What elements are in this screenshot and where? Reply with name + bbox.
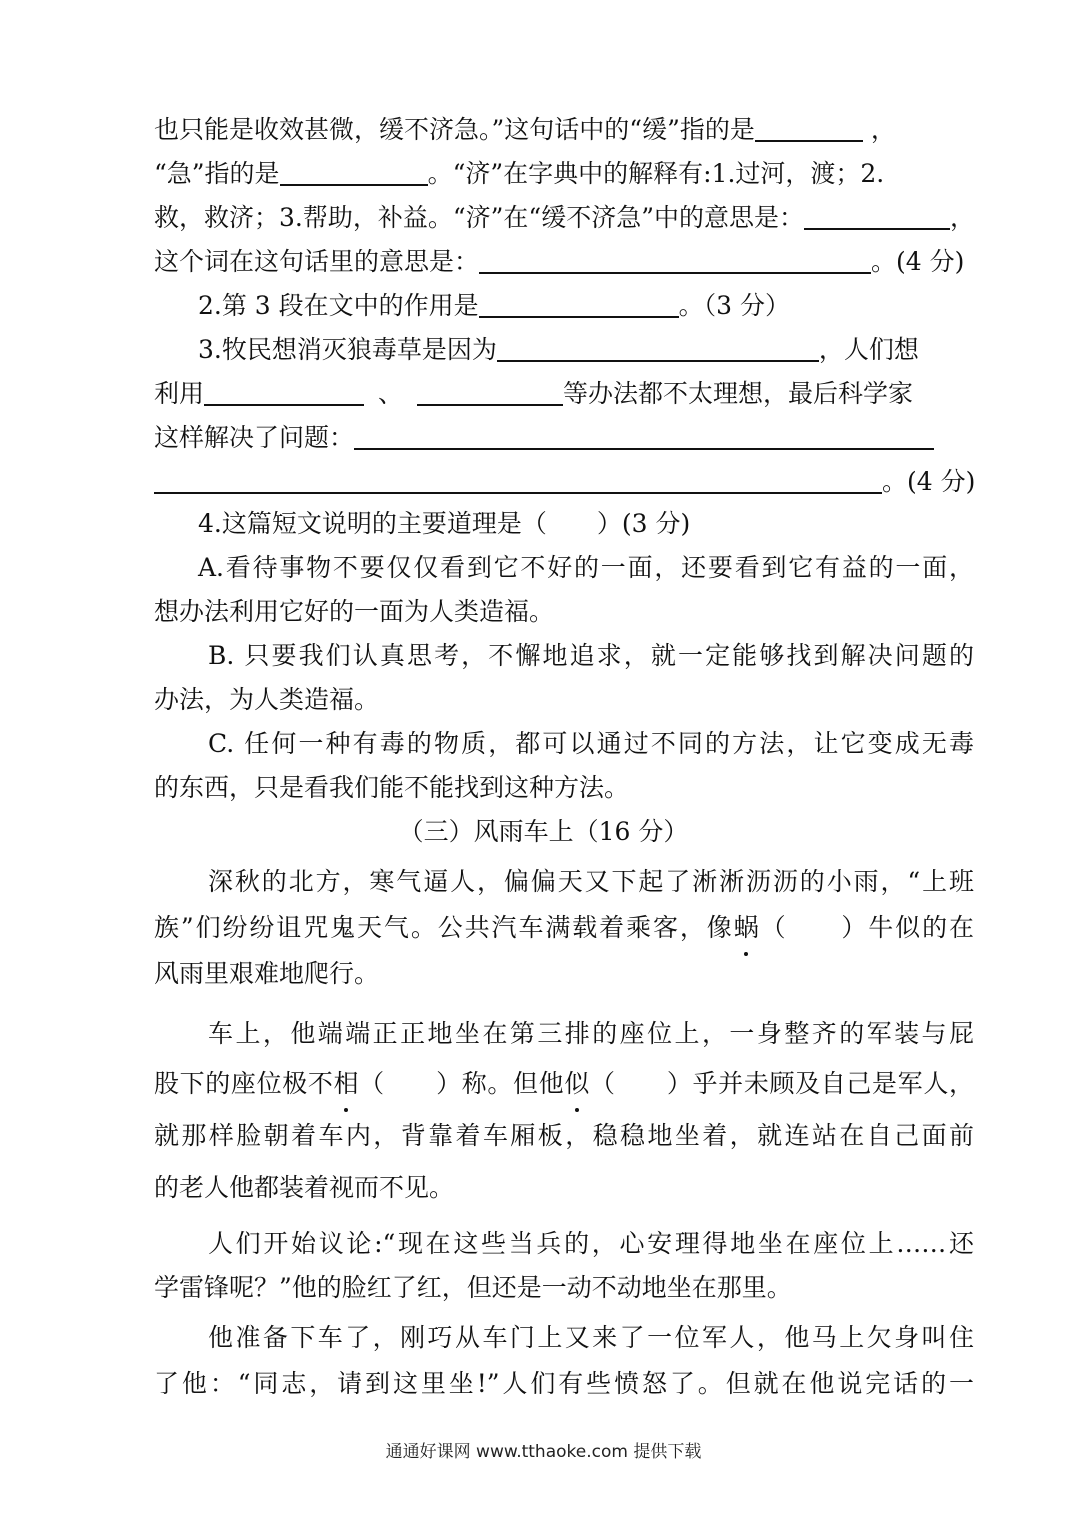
text-line: 这样解决了问题：	[154, 416, 974, 460]
answer-blank[interactable]	[154, 462, 882, 494]
option-a-cont: 想办法利用它好的一面为人类造福。	[154, 597, 555, 626]
answer-blank[interactable]	[804, 198, 950, 230]
paragraph-line: 族”们纷纷诅咒鬼天气。公共汽车满载着乘客，像蜗（ ）牛似的在	[154, 906, 974, 950]
paragraph-line: 学雷锋呢？”他的脸红了红，但还是一动不动地坐在那里。	[154, 1273, 792, 1302]
answer-blank[interactable]	[417, 374, 563, 406]
text-line: 这个词在这句话里的意思是： 。(4 分)	[154, 240, 974, 284]
option-b-cont: 办法，为人类造福。	[154, 685, 380, 714]
option-c-cont: 的东西，只是看我们能不能找到这种方法。	[154, 773, 630, 802]
question-4: 4.这篇短文说明的主要道理是（ ）(3 分)	[198, 509, 691, 538]
emphasis-char: 相	[334, 1062, 359, 1106]
paragraph-line: 深秋的北方，寒气逼人，偏偏天又下起了淅淅沥沥的小雨，“上班	[208, 867, 974, 896]
text-line: “急”指的是 。“济”在字典中的解释有:1.过河，渡；2.	[154, 152, 974, 196]
answer-blank[interactable]	[354, 418, 934, 450]
page-footer: 通通好课网 www.tthaoke.com 提供下载	[385, 1442, 702, 1462]
text-line: 利用 、 等办法都不太理想，最后科学家	[154, 372, 974, 416]
option-b[interactable]: B. 只要我们认真思考，不懈地追求，就一定能够找到解决问题的	[208, 641, 974, 670]
emphasis-char: 似	[564, 1062, 589, 1106]
paragraph-line: 了他：“同志，请到这里坐!”人们有些愤怒了。但就在他说完话的一	[154, 1369, 974, 1398]
option-a[interactable]: A.看待事物不要仅仅看到它不好的一面，还要看到它有益的一面，	[198, 553, 974, 582]
paragraph-line: 就那样脸朝着车内，背靠着车厢板，稳稳地坐着，就连站在自己面前	[154, 1121, 974, 1150]
answer-blank[interactable]	[204, 374, 364, 406]
paragraph-line: 他准备下车了，刚巧从车门上又来了一位军人，他马上欠身叫住	[208, 1323, 974, 1352]
question-3: 3.牧民想消灭狼毒草是因为 ，人们想	[198, 328, 974, 372]
answer-blank[interactable]	[479, 242, 871, 274]
emphasis-char: 蜗	[734, 906, 759, 950]
option-c[interactable]: C. 任何一种有毒的物质，都可以通过不同的方法，让它变成无毒	[208, 729, 974, 758]
answer-blank[interactable]	[755, 110, 863, 142]
answer-blank[interactable]	[280, 154, 428, 186]
paragraph-line: 的老人他都装着视而不见。	[154, 1173, 455, 1202]
answer-blank[interactable]	[497, 330, 819, 362]
text-line: 。(4 分)	[154, 460, 974, 504]
question-2: 2.第 3 段在文中的作用是 。（3 分）	[198, 284, 974, 328]
paragraph-line: 车上，他端端正正地坐在第三排的座位上，一身整齐的军装与屁	[208, 1019, 974, 1048]
paragraph-line: 股下的座位极不相（ ）称。但他似（ ）乎并未顾及自己是军人，	[154, 1062, 974, 1106]
section-heading: （三）风雨车上（16 分）	[398, 817, 689, 846]
paragraph-line: 风雨里艰难地爬行。	[154, 959, 380, 988]
text-line: 救，救济；3.帮助，补益。“济”在“缓不济急”中的意思是： ，	[154, 196, 974, 240]
answer-blank[interactable]	[479, 286, 679, 318]
paragraph-line: 人们开始议论:“现在这些当兵的，心安理得地坐在座位上……还	[208, 1229, 974, 1258]
text-line: 也只能是收效甚微，缓不济急。”这句话中的“缓”指的是 ，	[154, 108, 974, 152]
